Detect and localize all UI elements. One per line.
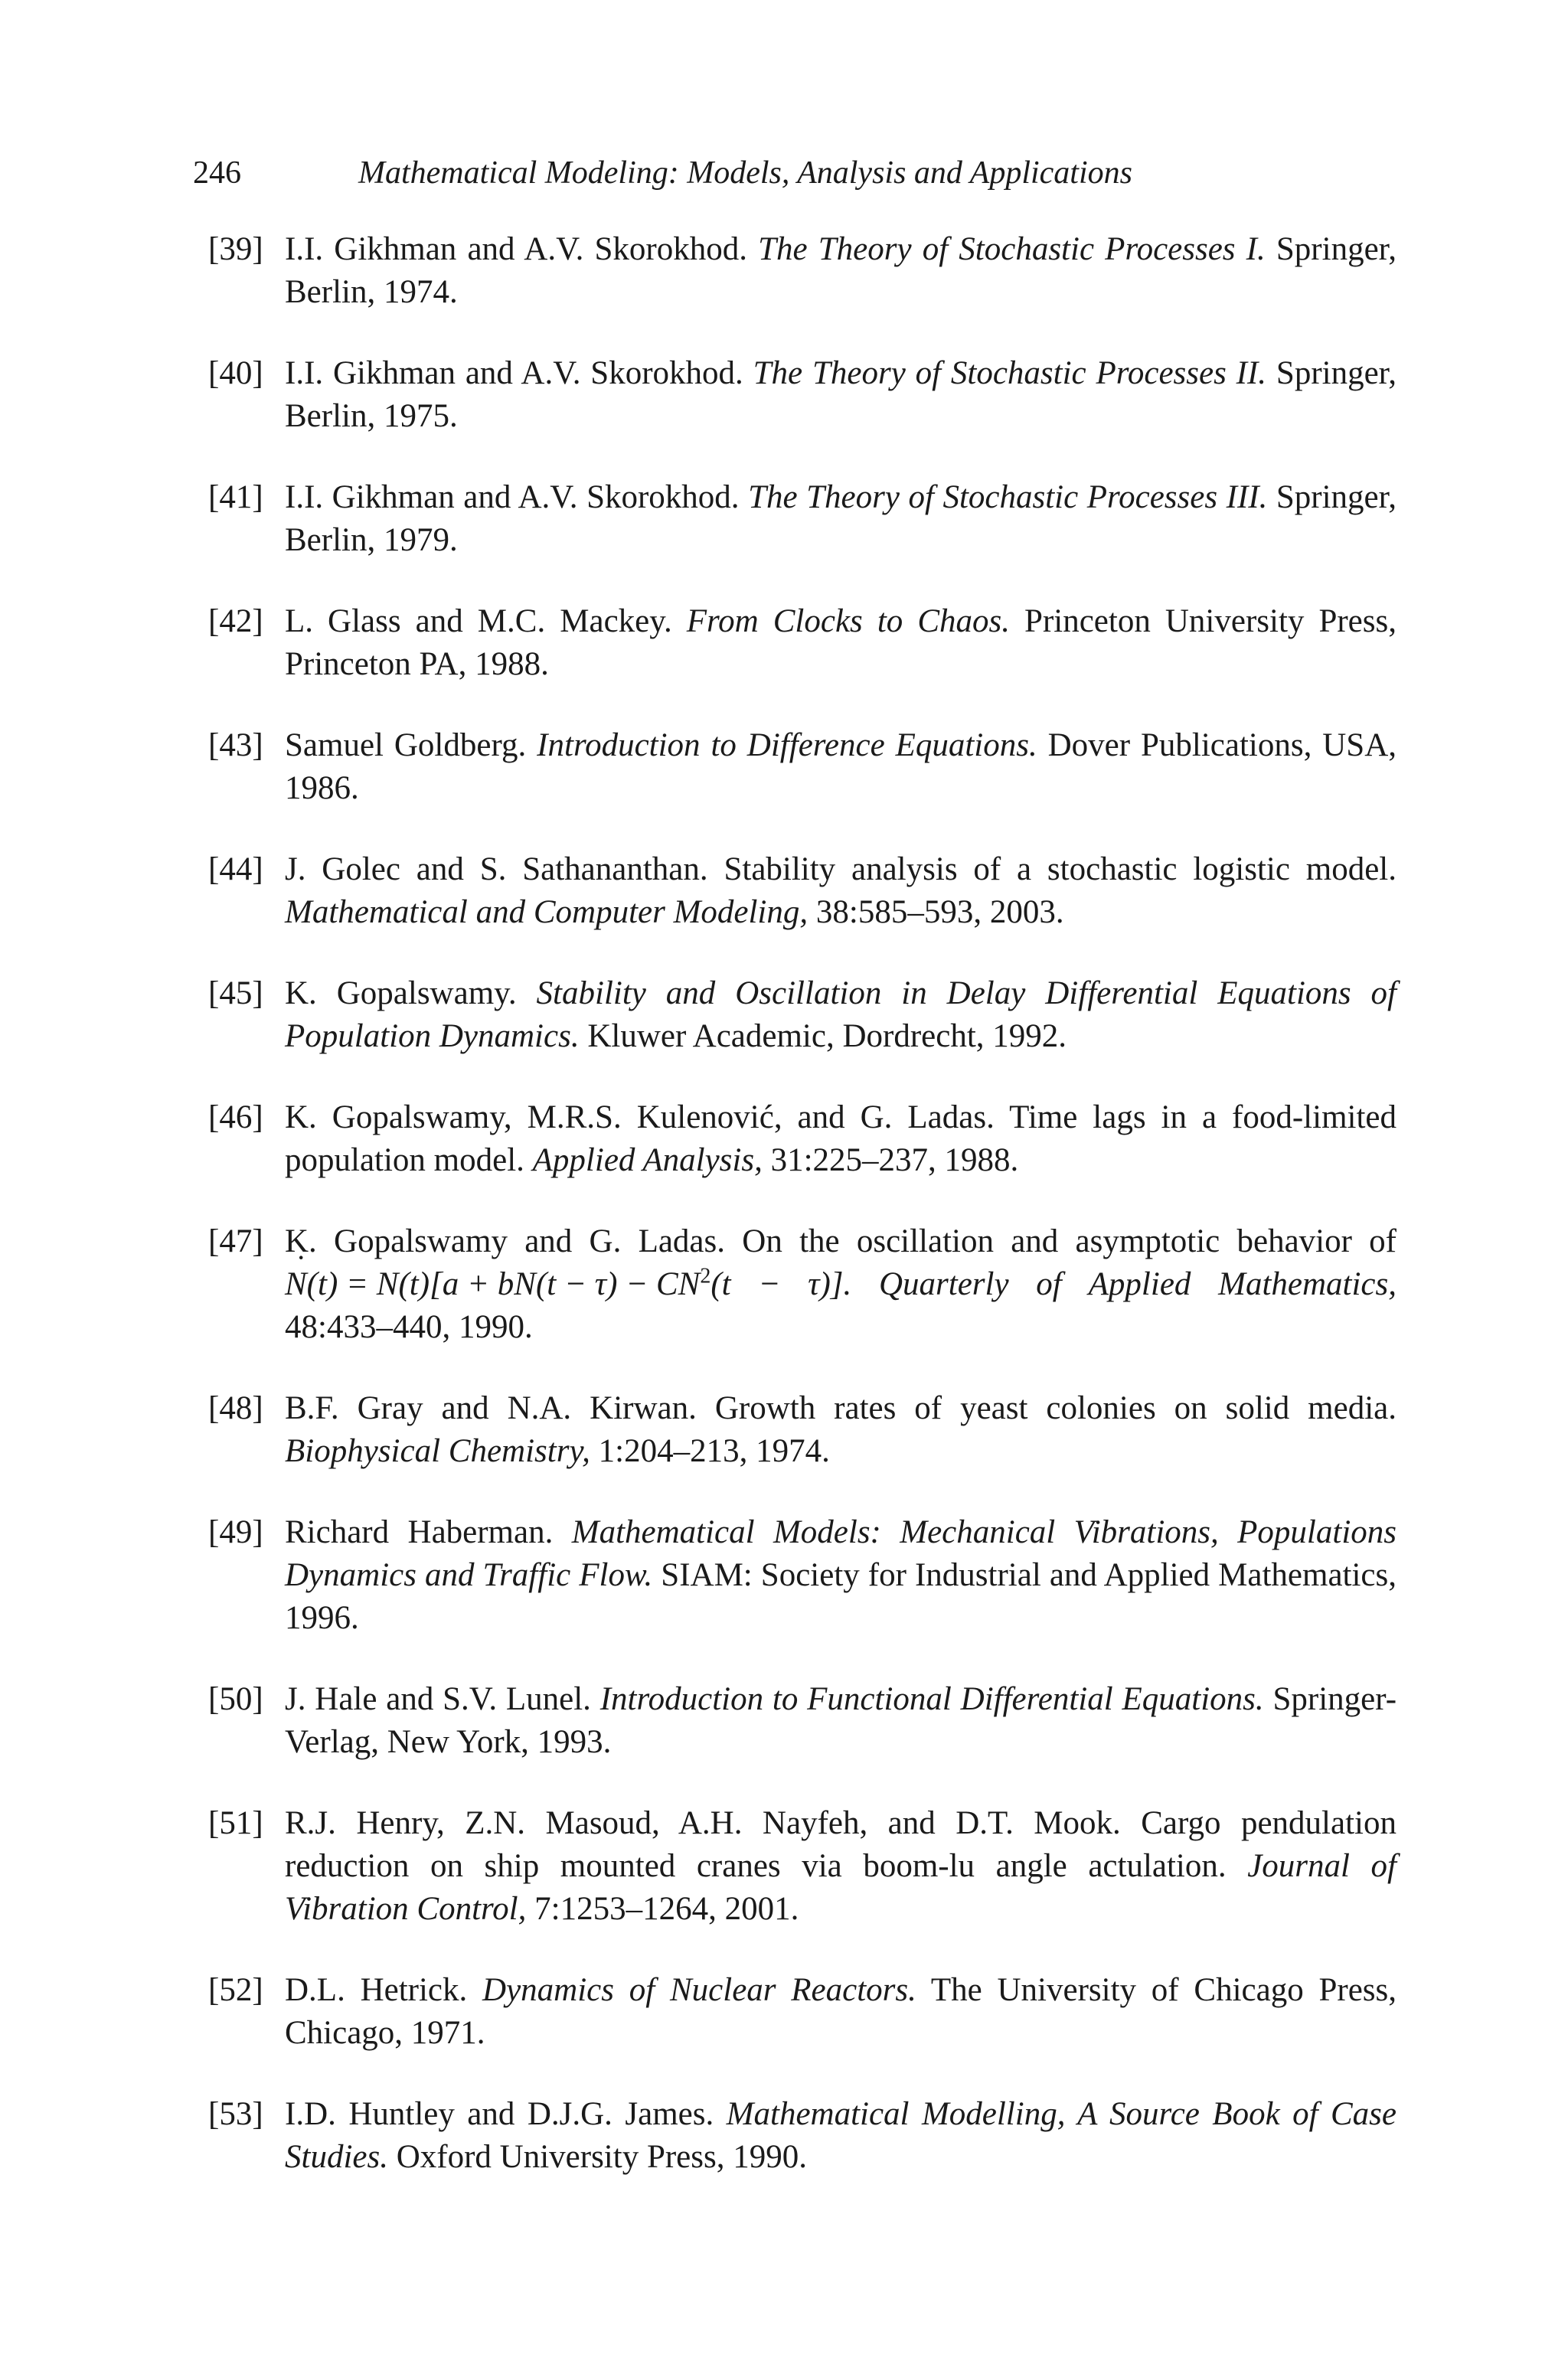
reference-authors: I.I. Gikhman and A.V. Skorokhod. xyxy=(285,355,743,391)
reference-authors: K. Gopalswamy. xyxy=(285,975,517,1011)
reference-45 xyxy=(208,972,1396,1058)
reference-number: [48] xyxy=(208,1390,263,1426)
running-title: Mathematical Modeling: Models, Analysis and Applications xyxy=(358,155,1132,191)
reference-43 xyxy=(208,724,1396,810)
reference-authors: B.F. Gray and N.A. Kirwan. xyxy=(285,1390,697,1426)
reference-publication: Springer, Berlin, 1979. xyxy=(285,479,1396,558)
reference-authors: D.L. Hetrick. xyxy=(285,1972,468,2008)
reference-authors: L. Glass and M.C. Mackey. xyxy=(285,603,672,639)
reference-authors: K. Gopalswamy and G. Ladas. xyxy=(285,1223,726,1259)
reference-authors: I.I. Gikhman and A.V. Skorokhod. xyxy=(285,231,747,267)
reference-publication: 1:204–213, 1974. xyxy=(598,1433,830,1469)
reference-journal: Journal of Vibration Control, xyxy=(285,1848,1396,1927)
reference-number: [44] xyxy=(208,851,263,887)
reference-44 xyxy=(208,848,1396,934)
reference-publication: 48:433–440, 1990. xyxy=(285,1309,533,1345)
reference-journal: Biophysical Chemistry, xyxy=(285,1433,590,1469)
reference-46 xyxy=(208,1096,1396,1182)
reference-publication: Princeton University Press, Princeton PA, 1988. xyxy=(285,603,1396,682)
reference-article-title: Growth rates of yeast colonies on solid media. xyxy=(714,1390,1397,1426)
reference-number: [45] xyxy=(208,975,263,1011)
running-head xyxy=(193,150,1403,196)
reference-title: Introduction to Difference Equations. xyxy=(537,727,1037,763)
reference-51 xyxy=(208,1802,1396,1931)
reference-title: Dynamics of Nuclear Reactors. xyxy=(482,1972,916,2008)
reference-41 xyxy=(208,476,1396,562)
reference-title: Introduction to Functional Differential Equations. xyxy=(599,1681,1264,1717)
reference-list xyxy=(208,228,1396,2217)
reference-title: The Theory of Stochastic Processes I. xyxy=(758,231,1266,267)
reference-journal: Applied Analysis, xyxy=(532,1142,763,1178)
reference-47 xyxy=(208,1220,1396,1349)
reference-number: [43] xyxy=(208,727,263,763)
reference-49 xyxy=(208,1511,1396,1640)
reference-title: Mathematical Modelling, A Source Book of Case Studies. xyxy=(285,2096,1397,2175)
reference-title: Stability and Oscillation in Delay Differential Equations of Population Dynamics. xyxy=(285,975,1396,1054)
reference-52 xyxy=(208,1969,1396,2055)
equation-tail: (t − τ)]. xyxy=(710,1266,852,1302)
reference-authors: K. Gopalswamy, M.R.S. Kulenović, and G. Ladas. xyxy=(285,1099,995,1135)
reference-number: [53] xyxy=(208,2096,263,2132)
reference-publication: Springer-Verlag, New York, 1993. xyxy=(285,1681,1397,1760)
reference-journal: Mathematical and Computer Modeling, xyxy=(285,894,808,930)
reference-number: [49] xyxy=(208,1514,263,1550)
reference-number: [51] xyxy=(208,1805,263,1841)
reference-40 xyxy=(208,352,1396,438)
reference-publication: Springer, Berlin, 1974. xyxy=(285,231,1397,310)
reference-42 xyxy=(208,600,1396,686)
reference-authors: I.D. Huntley and D.J.G. James. xyxy=(285,2096,714,2132)
reference-title: The Theory of Stochastic Processes II. xyxy=(753,355,1267,391)
reference-article-title: On the oscillation and asymptotic behavior of xyxy=(742,1223,1396,1259)
delay-equation xyxy=(285,1266,851,1302)
reference-authors: Samuel Goldberg. xyxy=(285,727,527,763)
reference-journal: Quarterly of Applied Mathematics, xyxy=(878,1266,1396,1302)
reference-number: [46] xyxy=(208,1099,263,1135)
equation-lhs: ˙ N(t) = N(t)[a + bN(t − τ) − CN xyxy=(285,1263,700,1306)
reference-publication: The University of Chicago Press, Chicago, 1971. xyxy=(285,1972,1396,2051)
reference-50 xyxy=(208,1678,1396,1764)
reference-title: From Clocks to Chaos. xyxy=(686,603,1010,639)
reference-publication: 38:585–593, 2003. xyxy=(815,894,1064,930)
reference-number: [40] xyxy=(208,355,263,391)
reference-authors: I.I. Gikhman and A.V. Skorokhod. xyxy=(285,479,740,515)
reference-48 xyxy=(208,1387,1396,1473)
reference-authors: J. Hale and S.V. Lunel. xyxy=(285,1681,591,1717)
reference-publication: Oxford University Press, 1990. xyxy=(396,2139,807,2175)
reference-article-title: Time lags in a food-limited population model. xyxy=(285,1099,1396,1178)
equation-exponent: 2 xyxy=(700,1264,711,1288)
reference-number: [52] xyxy=(208,1972,263,2008)
reference-publication: Dover Publications, USA, 1986. xyxy=(285,727,1397,806)
reference-39 xyxy=(208,228,1396,314)
reference-article-title: Stability analysis of a stochastic logistic model. xyxy=(724,851,1396,887)
page-number: 246 xyxy=(193,155,241,191)
reference-number: [47] xyxy=(208,1223,263,1259)
reference-number: [39] xyxy=(208,231,263,267)
reference-article-title: Cargo pendulation reduction on ship mounted cranes via boom-lu angle actulation. xyxy=(285,1805,1396,1884)
reference-number: [42] xyxy=(208,603,263,639)
reference-number: [50] xyxy=(208,1681,263,1717)
reference-publication: Kluwer Academic, Dordrecht, 1992. xyxy=(587,1018,1067,1054)
reference-publication: Springer, Berlin, 1975. xyxy=(285,355,1397,434)
reference-authors: R.J. Henry, Z.N. Masoud, A.H. Nayfeh, and D.T. Mook. xyxy=(285,1805,1121,1841)
reference-title: The Theory of Stochastic Processes III. xyxy=(748,479,1268,515)
reference-number: [41] xyxy=(208,479,263,515)
reference-publication: SIAM: Society for Industrial and Applied Mathematics, 1996. xyxy=(285,1557,1396,1636)
reference-53 xyxy=(208,2093,1396,2179)
reference-authors: Richard Haberman. xyxy=(285,1514,554,1550)
reference-publication: 7:1253–1264, 2001. xyxy=(534,1891,799,1927)
reference-title: Mathematical Models: Mechanical Vibrations, Populations Dynamics and Traffic Flow. xyxy=(285,1514,1397,1593)
reference-authors: J. Golec and S. Sathananthan. xyxy=(285,851,708,887)
reference-publication: 31:225–237, 1988. xyxy=(770,1142,1019,1178)
